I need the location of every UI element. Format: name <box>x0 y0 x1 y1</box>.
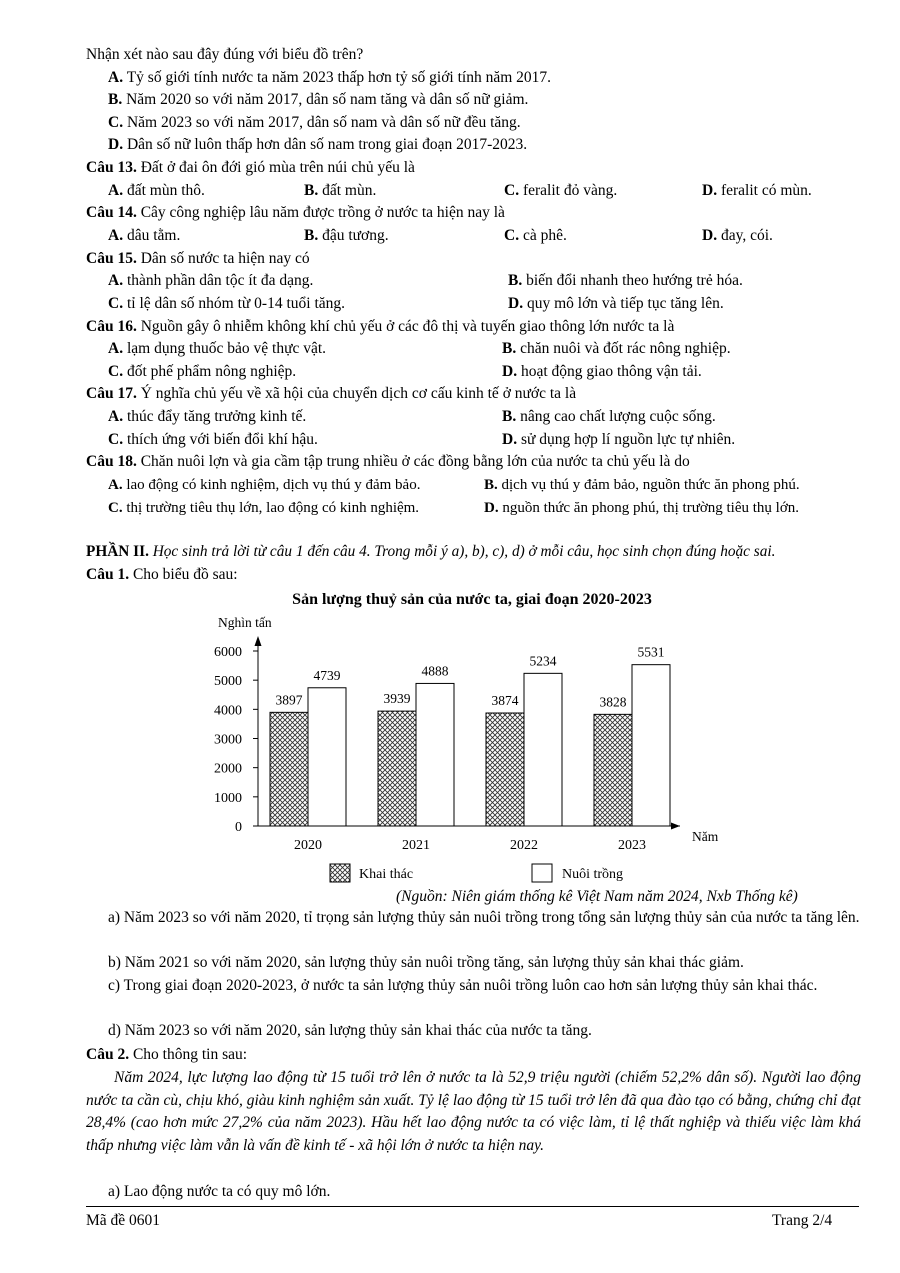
chart-legend <box>330 864 623 882</box>
q14-option-d: D. đay, cói. <box>702 227 773 244</box>
q17-option-b: B. nâng cao chất lượng cuộc sống. <box>502 408 716 425</box>
data-label-khai-thac: 3828 <box>599 694 627 710</box>
part2-header: PHẦN II. Học sinh trả lời từ câu 1 đến câu 4. Trong mỗi ý a), b), c), d) ở mỗi câu, học sinh chọn đúng hoặc sai. <box>86 543 776 560</box>
x-tick-label: 2021 <box>402 838 430 853</box>
legend-swatch-khai-thac <box>330 864 350 882</box>
x-tick-label: 2023 <box>618 838 646 853</box>
page-number: Trang 2/4 <box>772 1212 833 1229</box>
q17-option-a: A. thúc đẩy tăng trưởng kinh tế. <box>108 408 307 425</box>
q12-option-c: C. Năm 2023 so với năm 2017, dân số nam và dân số nữ đều tăng. <box>108 114 521 131</box>
bar-khai-thac <box>594 714 632 826</box>
p2q2-stem: Câu 2. Cho thông tin sau: <box>86 1046 248 1063</box>
legend-label-nuoi-trong: Nuôi trồng <box>562 867 624 882</box>
q18-option-b: B. dịch vụ thú y đảm bảo, nguồn thức ăn phong phú. <box>484 477 800 493</box>
q15-option-c: C. tỉ lệ dân số nhóm từ 0-14 tuổi tăng. <box>108 295 346 312</box>
exam-code: Mã đề 0601 <box>86 1212 161 1229</box>
q14-option-b: B. đậu tương. <box>304 227 389 244</box>
statement-a: a) Năm 2023 so với năm 2020, tỉ trọng sản lượng thủy sản nuôi trồng trong tổng sản lượng thủy sản của nước ta tăng lên. <box>108 909 860 926</box>
q15-option-b: B. biến đổi nhanh theo hướng trẻ hóa. <box>508 272 743 289</box>
bar-khai-thac <box>378 711 416 826</box>
y-axis-label: Nghìn tấn <box>218 615 272 630</box>
y-ticks <box>214 645 258 835</box>
data-label-nuoi-trong: 4739 <box>313 667 341 683</box>
q17-option-d: D. sử dụng hợp lí nguồn lực tự nhiên. <box>502 431 736 448</box>
q16-option-d: D. hoạt động giao thông vận tải. <box>502 363 702 380</box>
q18-option-d: D. nguồn thức ăn phong phú, thị trường tiêu thụ lớn. <box>484 500 800 516</box>
q16-option-b: B. chăn nuôi và đốt rác nông nghiệp. <box>502 340 731 357</box>
q17-option-c: C. thích ứng với biến đổi khí hậu. <box>108 431 318 448</box>
chart-title: Sản lượng thuỷ sản của nước ta, giai đoạn 2020-2023 <box>292 591 652 608</box>
chart-source: (Nguồn: Niên giám thống kê Việt Nam năm 2024, Nxb Thống kê) <box>396 888 798 905</box>
bar-nuoi-trong <box>416 683 454 826</box>
statement-c: c) Trong giai đoạn 2020-2023, ở nước ta sản lượng thủy sản nuôi trồng luôn cao hơn sản lượng thủy sản khai thác. <box>108 977 818 994</box>
q12-option-b: B. Năm 2020 so với năm 2017, dân số nam tăng và dân số nữ giảm. <box>108 91 529 108</box>
y-tick-label: 0 <box>235 820 242 835</box>
footer-divider <box>86 1206 859 1207</box>
q12-option-a: A. Tỷ số giới tính nước ta năm 2023 thấp hơn tỷ số giới tính năm 2017. <box>108 69 552 86</box>
x-tick-label: 2022 <box>510 838 538 853</box>
q13-option-d: D. feralit có mùn. <box>702 182 812 199</box>
y-tick-label: 2000 <box>214 761 242 777</box>
x-tick-labels <box>294 838 646 853</box>
data-label-nuoi-trong: 5531 <box>637 644 665 660</box>
q13-option-b: B. đất mùn. <box>304 182 377 199</box>
q15-stem: Câu 15. Dân số nước ta hiện nay có <box>86 250 310 267</box>
data-label-khai-thac: 3939 <box>383 691 411 707</box>
q15-option-d: D. quy mô lớn và tiếp tục tăng lên. <box>508 295 724 312</box>
data-label-khai-thac: 3897 <box>275 692 303 708</box>
q14-stem: Câu 14. Cây công nghiệp lâu năm được trồng ở nước ta hiện nay là <box>86 204 505 221</box>
legend-swatch-nuoi-trong <box>532 864 552 882</box>
q18-option-c: C. thị trường tiêu thụ lớn, lao động có kinh nghiệm. <box>108 500 420 516</box>
q18-stem: Câu 18. Chăn nuôi lợn và gia cầm tập trung nhiều ở các đồng bằng lớn của nước ta chủ yếu là do <box>86 453 690 470</box>
fishery-bar-chart <box>0 580 900 940</box>
legend-label-khai-thac: Khai thác <box>359 867 414 882</box>
y-axis-arrow <box>255 636 262 646</box>
q13-option-c: C. feralit đỏ vàng. <box>504 182 618 199</box>
q12-option-d: D. Dân số nữ luôn thấp hơn dân số nam trong giai đoạn 2017-2023. <box>108 136 528 153</box>
bar-nuoi-trong <box>308 688 346 826</box>
q16-option-c: C. đốt phế phẩm nông nghiệp. <box>108 363 297 380</box>
q16-stem: Câu 16. Nguồn gây ô nhiễm không khí chủ yếu ở các đô thị và tuyến giao thông lớn nước ta là <box>86 318 675 335</box>
q14-option-c: C. cà phê. <box>504 227 567 244</box>
q12-stem: Nhận xét nào sau đây đúng với biểu đồ trên? <box>86 46 364 63</box>
q16-option-a: A. lạm dụng thuốc bảo vệ thực vật. <box>108 340 327 357</box>
p2q1-stem: Câu 1. Cho biểu đồ sau: <box>86 566 238 583</box>
data-label-nuoi-trong: 5234 <box>529 653 557 669</box>
x-axis-label: Năm <box>692 829 719 844</box>
p2q2-passage: Năm 2024, lực lượng lao động từ 15 tuổi trở lên ở nước ta là 52,9 triệu người (chiếm 52,2% dân số). Người lao động nước ta cần cù, chịu khó, giàu kinh nghiệm sản xuất. Tỷ lệ lao động từ 15 tuổi trở lên đã qua đào tạo có bằng, chứng chỉ đạt 28,4% (cao hơn mức 27,2% của năm 2023). Hầu hết lao động nước ta có việc làm, tỉ lệ thất nghiệp và thiếu việc làm khá thấp nhưng việc làm vẫn là vấn đề kinh tế - xã hội lớn ở nước ta hiện nay. <box>86 1069 861 1154</box>
bar-nuoi-trong <box>524 673 562 826</box>
q18-option-a: A. lao động có kinh nghiệm, dịch vụ thú y đảm bảo. <box>108 477 421 493</box>
q15-option-a: A. thành phần dân tộc ít đa dạng. <box>108 272 314 289</box>
y-tick-label: 3000 <box>214 732 242 748</box>
statement-d: d) Năm 2023 so với năm 2020, sản lượng thủy sản khai thác của nước ta tăng. <box>108 1022 592 1039</box>
data-label-nuoi-trong: 4888 <box>421 663 449 679</box>
statement-b: b) Năm 2021 so với năm 2020, sản lượng thủy sản nuôi trồng tăng, sản lượng thủy sản khai thác giảm. <box>108 954 744 971</box>
y-tick-label: 5000 <box>214 674 242 690</box>
y-tick-label: 1000 <box>214 790 242 806</box>
q13-option-a: A. đất mùn thô. <box>108 182 205 199</box>
chart-bars <box>270 645 670 826</box>
q14-option-a: A. dâu tằm. <box>108 227 181 244</box>
bar-khai-thac <box>270 712 308 826</box>
x-axis-arrow <box>671 823 680 830</box>
data-label-khai-thac: 3874 <box>491 693 519 709</box>
x-tick-label: 2020 <box>294 838 322 853</box>
y-tick-label: 6000 <box>214 645 242 660</box>
q13-stem: Câu 13. Đất ở đai ôn đới gió mùa trên núi chủ yếu là <box>86 159 415 176</box>
p2q2-statement-a: a) Lao động nước ta có quy mô lớn. <box>108 1183 331 1200</box>
q17-stem: Câu 17. Ý nghĩa chủ yếu về xã hội của chuyển dịch cơ cấu kinh tế ở nước ta là <box>86 385 577 402</box>
y-tick-label: 4000 <box>214 703 242 719</box>
bar-nuoi-trong <box>632 665 670 826</box>
bar-khai-thac <box>486 713 524 826</box>
